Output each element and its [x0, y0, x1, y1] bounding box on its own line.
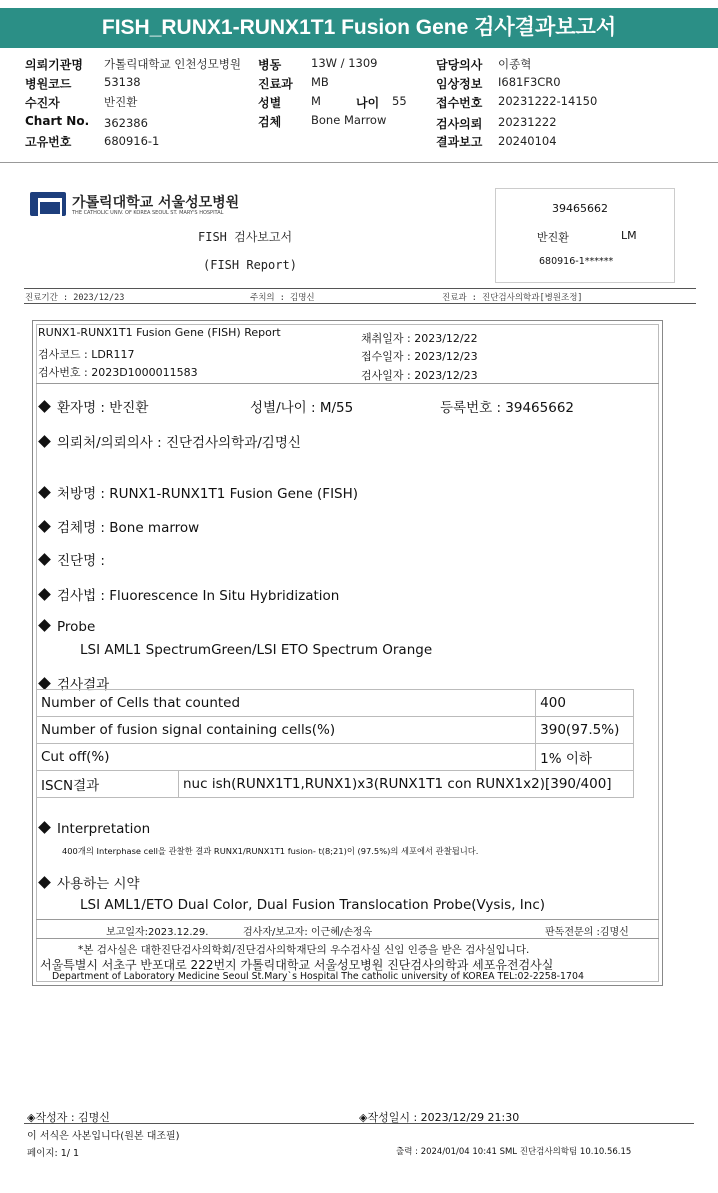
diamond-bullet-icon	[38, 876, 51, 889]
chart-value: 362386	[104, 116, 148, 130]
registration-number: 등록번호 : 39465662	[440, 400, 575, 416]
report-title-bar: FISH_RUNX1-RUNX1T1 Fusion Gene 검사결과보고서	[0, 8, 718, 48]
receipt-label: 접수번호	[436, 96, 483, 110]
table-row	[37, 771, 634, 798]
method: 검사법 : Fluorescence In Situ Hybridization	[57, 588, 340, 604]
result-value-cell: 1% 이하	[536, 744, 634, 771]
test-code: 검사코드 : LDR117	[38, 348, 135, 361]
hospital-name: 가톨릭대학교 서울성모병원	[72, 195, 240, 211]
patient-name-row	[40, 396, 148, 416]
id-number: 39465662	[552, 202, 608, 215]
doc-title-en: (FISH Report)	[203, 258, 297, 272]
reporters: 검사자/보고자: 이근혜/손정옥	[243, 927, 373, 938]
hospital-code-value: 53138	[104, 75, 141, 89]
report-date-label: 결과보고	[436, 135, 483, 149]
report-header-title: RUNX1-RUNX1T1 Fusion Gene (FISH) Report	[38, 326, 281, 339]
table-row	[37, 744, 634, 771]
doctor-label: 담당의사	[436, 58, 483, 72]
unique-value: 680916-1	[104, 134, 160, 148]
examinee-value: 반진환	[104, 95, 138, 109]
received-date: 접수일자 : 2023/12/23	[361, 350, 478, 363]
patient-header	[0, 54, 718, 150]
page-number: 페이지: 1/ 1	[27, 1148, 80, 1159]
interpretation-row	[40, 821, 150, 837]
visit-dept: 진료과 : 진단검사의학과[병원조정]	[442, 293, 583, 303]
footer-divider	[24, 1123, 694, 1124]
prescription: 처방명 : RUNX1-RUNX1T1 Fusion Gene (FISH)	[57, 486, 359, 502]
result-value-cell: 400	[536, 690, 634, 717]
ward-label: 병동	[258, 58, 282, 72]
test-date: 검사일자 : 2023/12/23	[361, 369, 478, 382]
diamond-bullet-icon	[38, 677, 51, 690]
id-reg: 680916-1******	[539, 256, 614, 267]
receipt-value: 20231222-14150	[498, 94, 598, 108]
sex-label: 성별	[258, 96, 282, 110]
result-label-cell: Number of Cells that counted	[37, 690, 536, 717]
diamond-bullet-icon	[38, 588, 51, 601]
table-row	[37, 690, 634, 717]
visit-line-top	[24, 288, 696, 289]
age-label: 나이	[356, 96, 380, 110]
attending-doctor: 주치의 : 김명신	[250, 293, 315, 303]
address-ko: 서울특별시 서초구 반포대로 222번지 가톨릭대학교 서울성모병원 진단검사의학과 세포유전검사실	[40, 958, 554, 972]
report-date: 보고일자:2023.12.29.	[106, 927, 209, 938]
interpretation-label: Interpretation	[57, 821, 151, 837]
header-divider	[0, 162, 718, 163]
method-row	[40, 584, 339, 604]
visit-date: 진료기간 : 2023/12/23	[25, 293, 125, 303]
institution-label: 의뢰기관명	[25, 58, 83, 72]
clinical-value: I681F3CR0	[498, 75, 561, 89]
sex-value: M	[311, 94, 321, 108]
diamond-bullet-icon	[38, 486, 51, 499]
request-value: 20231222	[498, 115, 557, 129]
copy-note: 이 서식은 사본입니다(원본 대조필)	[27, 1131, 180, 1142]
age-value: 55	[392, 94, 407, 108]
patient-name: 환자명 : 반진환	[57, 400, 149, 416]
result-label-cell: Number of fusion signal containing cells(%)	[37, 717, 536, 744]
iscn-label-cell: ISCN결과	[37, 771, 179, 798]
specimen-name: 검체명 : Bone marrow	[57, 520, 200, 536]
request-label: 검사의뢰	[436, 117, 483, 131]
id-name: 반진환	[537, 231, 569, 244]
hospital-logo	[30, 192, 240, 218]
visit-line-bottom	[24, 303, 696, 304]
reagent-row	[40, 872, 140, 892]
written-datetime: ◈작성일시 : 2023/12/29 21:30	[359, 1111, 520, 1124]
sex-age: 성별/나이 : M/55	[250, 400, 354, 416]
certification-divider	[36, 938, 659, 939]
iscn-value-cell: nuc ish(RUNX1T1,RUNX1)x3(RUNX1T1 con RUNX1x2)[390/400]	[179, 771, 634, 798]
specimen-label: 검체	[258, 115, 282, 129]
interpretation-text: 400개의 Interphase cell을 관찰한 결과 RUNX1/RUNX1T1 fusion- t(8;21)이 (97.5%)의 세포에서 관찰됩니다.	[62, 846, 479, 856]
result-value-cell: 390(97.5%)	[536, 717, 634, 744]
probe-value: LSI AML1 SpectrumGreen/LSI ETO Spectrum Orange	[80, 642, 433, 658]
hospital-emblem-icon	[30, 192, 66, 216]
collect-date: 채취일자 : 2023/12/22	[361, 332, 478, 345]
result-label: 검사결과	[57, 677, 110, 693]
referrer: 의뢰처/의뢰의사 : 진단검사의학과/김명신	[57, 435, 301, 451]
reading-doctor: 판독전문의 :김명신	[545, 927, 629, 938]
report-date-value: 20240104	[498, 134, 557, 148]
report-header-divider	[36, 383, 659, 384]
result-table	[36, 689, 634, 798]
print-info: 출력 : 2024/01/04 10:41 SML 진단검사의학팀 10.10.56.15	[396, 1147, 632, 1157]
reagent-label: 사용하는 시약	[57, 876, 140, 892]
diagnosis: 진단명 :	[57, 553, 105, 569]
specimen-value: Bone Marrow	[311, 113, 387, 127]
referrer-row	[40, 431, 301, 451]
diamond-bullet-icon	[38, 400, 51, 413]
author: ◈작성자 : 김명신	[27, 1111, 110, 1124]
dept-value: MB	[311, 75, 329, 89]
diamond-bullet-icon	[38, 553, 51, 566]
address-en: Department of Laboratory Medicine Seoul St.Mary`s Hospital The catholic university of KOREA TEL:02-2258-1704	[52, 971, 584, 982]
clinical-label: 임상정보	[436, 77, 483, 91]
result-label-cell: Cut off(%)	[37, 744, 536, 771]
diamond-bullet-icon	[38, 520, 51, 533]
hospital-code-label: 병원코드	[25, 77, 72, 91]
examinee-label: 수진자	[25, 96, 60, 110]
diamond-bullet-icon	[38, 619, 51, 632]
table-row	[37, 717, 634, 744]
diagnosis-row	[40, 549, 105, 569]
diamond-bullet-icon	[38, 435, 51, 448]
test-number: 검사번호 : 2023D1000011583	[38, 366, 198, 379]
doctor-value: 이종혁	[498, 57, 532, 71]
doc-title-ko: FISH 검사보고서	[198, 230, 293, 244]
patient-id-box	[495, 188, 675, 283]
probe-label: Probe	[57, 619, 96, 635]
ward-value: 13W / 1309	[311, 56, 378, 70]
specimen-row	[40, 516, 199, 536]
reagent-value: LSI AML1/ETO Dual Color, Dual Fusion Translocation Probe(Vysis, Inc)	[80, 897, 546, 913]
unique-label: 고유번호	[25, 135, 72, 149]
id-code: LM	[621, 229, 637, 242]
probe-row	[40, 619, 95, 635]
dept-label: 진료과	[258, 77, 293, 91]
chart-label: Chart No.	[25, 114, 90, 128]
institution-value: 가톨릭대학교 인천성모병원	[104, 57, 241, 71]
certification-note: *본 검사실은 대한진단검사의학회/진단검사의학재단의 우수검사실 신임 인증을 받은 검사실입니다.	[78, 944, 530, 956]
signature-divider	[36, 919, 659, 920]
hospital-subname: THE CATHOLIC UNIV. OF KOREA SEOUL ST. MARY'S HOSPITAL	[72, 210, 224, 216]
prescription-row	[40, 482, 358, 502]
diamond-bullet-icon	[38, 821, 51, 834]
